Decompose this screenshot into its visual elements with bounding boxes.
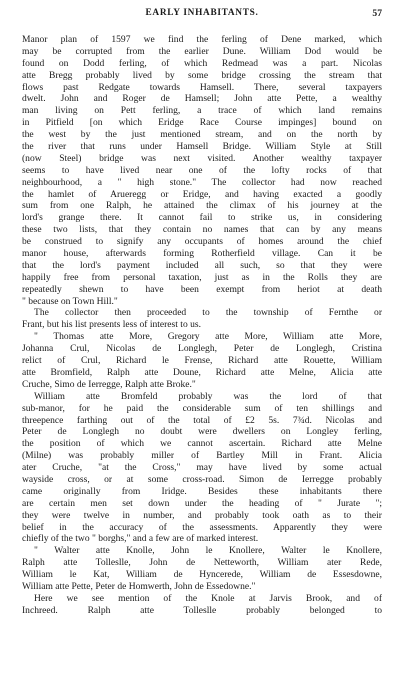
text-line: the position of which we cannot ascertain. Richard atte Melne xyxy=(22,438,382,450)
running-header xyxy=(22,0,382,28)
text-line: relict of Crul, Richard le Frense, Richard atte Rouette, William xyxy=(22,355,382,367)
text-line: sub-manor, for he paid the considerable sum of ten shillings and xyxy=(22,402,382,414)
text-line: lord's grange there. It cannot fail to strike us, in considering xyxy=(22,212,382,224)
text-line: " Thomas atte More, Gregory atte More, William atte More, xyxy=(34,331,382,343)
text-line: threepence farthing out of the total of £2 5s. 7¾d. Nicolas and xyxy=(22,414,382,426)
text-line: Here we see mention of the Knole at Jarvis Brook, and of xyxy=(34,592,382,604)
body-text xyxy=(22,34,382,617)
text-line: sum from one Ralph, he attained the climax of his journey at the xyxy=(22,200,382,212)
text-line: are certain men set down under the heading of " Jurate "; xyxy=(22,497,382,509)
text-line: Cruche, Simo de Ierregge, Ralph atte Broke." xyxy=(22,378,196,390)
text-line: in Pitfield [on which Eridge Race Course impinges] bound on xyxy=(22,117,382,129)
text-line: may be corrupted from the earlier Dune. William Dod would be xyxy=(22,45,382,57)
text-line: William atte Pette, Peter de Homwerth, John de Essedowne." xyxy=(22,580,256,592)
text-line: the west by the just mentioned stream, and on the north by xyxy=(22,129,382,141)
text-line: be construed to signify any occupants of homes around the chief xyxy=(22,236,382,248)
text-line: neighbourhood, a " high stone." The collector had now reached xyxy=(22,176,382,188)
text-line: Manor plan of 1597 we find the ferling of Dene marked, which xyxy=(22,34,382,45)
text-line: man living on Pett ferling, a trace of which land remains xyxy=(22,105,382,117)
text-line: the hamlet of Arueregg or Eridge, and having exacted a goodly xyxy=(22,188,382,200)
running-title: EARLY INHABITANTS. xyxy=(145,8,259,18)
text-line: (now Steel) bridge was next visited. Another wealthy taxpayer xyxy=(22,152,382,164)
text-line: Inchreed. Ralph atte Tolleslle probably belonged to xyxy=(22,604,382,616)
text-line: these two lists, that they contain no names that can by any means xyxy=(22,224,382,236)
text-line: wayside cross, or at some cross-road. Simon de Ierregge probably xyxy=(22,473,382,485)
text-line: flows past Redgate towards Hamsell. There, several taxpayers xyxy=(22,81,382,93)
text-line: (Milne) was probably miller of Bartley Mill in Frant. Alicia xyxy=(22,450,382,462)
text-line: ater Cruche, "at the Cross," may have lived by some actual xyxy=(22,462,382,474)
text-line: Peter de Longlegh no doubt were dwellers on Longley ferling, xyxy=(22,426,382,438)
text-line: belief in the accuracy of the assessments. Apparently they were xyxy=(22,521,382,533)
text-line: atte Bregg probably lived by some bridge crossing the stream that xyxy=(22,69,382,81)
page-number: 57 xyxy=(372,8,382,19)
text-line: that the lord's payment included all such, so that they were xyxy=(22,259,382,271)
text-line: manor house, afterwards forming Rotherfield village. Can it be xyxy=(22,248,382,260)
text-line: chiefly of the two " borghs," and a few are of marked interest. xyxy=(22,533,259,545)
text-line: William atte Bromfeld probably was the lord of that xyxy=(34,390,382,402)
text-line: the river that runs under Hamsell Bridge. William Style at Still xyxy=(22,141,382,153)
text-line: Frant, but his list presents less of interest to us. xyxy=(22,319,201,331)
text-line: dwelt. John and Roger de Hamsell; John atte Pette, a wealthy xyxy=(22,93,382,105)
text-line: William le Kat, William de Hyncerede, William de Essesdowne, xyxy=(22,569,382,581)
text-line: repeatedly shewn to have been exempt from heriot at death xyxy=(22,283,382,295)
text-line: atte Bromfield, Ralph atte Doune, Richard atte Melne, Alicia atte xyxy=(22,366,382,378)
text-line: " because on Town Hill." xyxy=(22,295,118,307)
text-line: seems to have lived near one of the lofty rocks of that xyxy=(22,164,382,176)
text-line: came originally from Iridge. Besides these inhabitants there xyxy=(22,485,382,497)
text-line: found on Dodd ferling, of which Redmead was a part. Nicolas xyxy=(22,57,382,69)
text-line: Johanna Crul, Nicolas de Longlegh, Peter de Longlegh, Cristina xyxy=(22,343,382,355)
text-line: " Walter atte Knolle, John le Knollere, Walter le Knollere, xyxy=(34,545,382,557)
text-line: Ralph atte Tolleslle, John de Netteworth, William ater Rede, xyxy=(22,557,382,569)
text-line: happily free from personal taxation, just as in the Rolls they are xyxy=(22,271,382,283)
text-line: they were twelve in number, and probably took oath as to their xyxy=(22,509,382,521)
text-line: The collector then proceeded to the township of Fernthe or xyxy=(34,307,382,319)
